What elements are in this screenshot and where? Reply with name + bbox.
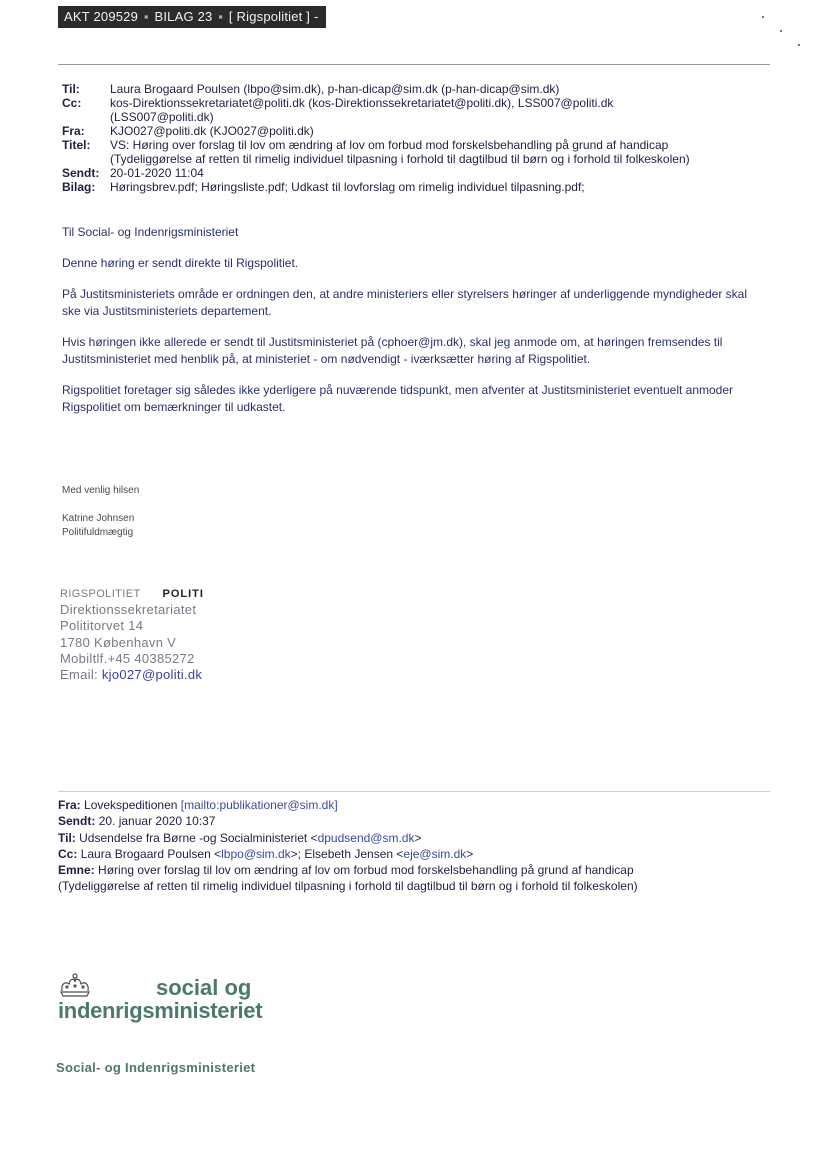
- stamp-bilag: BILAG 23: [154, 9, 213, 24]
- address-block: RIGSPOLITIET POLITI Direktionssekretariatet Polititorvet 14 1780 København V Mobiltlf.+45 40385272 Email: kjo027@politi.dk: [60, 588, 204, 683]
- header-to-value: Laura Brogaard Poulsen (lbpo@sim.dk), p-han-dicap@sim.dk (p-han-dicap@sim.dk): [110, 82, 560, 96]
- email-header: [62, 82, 782, 194]
- signature: [62, 484, 139, 540]
- header-attachments-row: Bilag: Høringsbrev.pdf; Høringsliste.pdf; Udkast til lovforslag om rimelig individuel tilpasning.pdf;: [62, 180, 782, 194]
- document-stamp: AKT 209529 ▪ BILAG 23 ▪ [ Rigspolitiet ] -: [58, 6, 326, 28]
- forward-cc-link-2[interactable]: eje@sim.dk: [403, 846, 467, 861]
- body-greeting: Til Social- og Indenrigsministeriet: [62, 225, 239, 239]
- politi-logo: POLITI: [162, 588, 204, 600]
- address-city: 1780 København V: [60, 634, 177, 650]
- forward-to-row: Til: Udsendelse fra Børne -og Socialministeriet <dpudsend@sm.dk>: [58, 830, 422, 845]
- body-paragraph-3: Hvis høringen ikke allerede er sendt til Justitsministeriet på (cphoer@jm.dk), skal jeg anmode om, at høringen fremsendes til Justitsministeriet med henblik på, at ministeriet - om nødvendigt - iværksætter høring af Rigspolitiet.: [62, 335, 723, 366]
- header-sent-value: 20-01-2020 11:04: [110, 166, 204, 180]
- forward-cc-link-1[interactable]: lbpo@sim.dk: [221, 846, 291, 861]
- header-cc-row: Cc: kos-Direktionssekretariatet@politi.dk (kos-Direktionssekretariatet@politi.dk), LSS007@politi.dk (LSS007@politi.dk): [62, 96, 782, 124]
- address-org: RIGSPOLITIET: [60, 588, 141, 600]
- header-title-row: Titel: VS: Høring over forslag til lov om ændring af lov om forbud mod forskelsbehandling på grund af handicap (Tydeliggørelse af retten til rimelig individuel tilpasning i forhold til dagtilbud til børn og i forhold til folkeskolen): [62, 138, 782, 166]
- body-paragraph-1: Denne høring er sendt direkte til Rigspolitiet.: [62, 256, 299, 270]
- stamp-akt: AKT 209529: [64, 9, 139, 24]
- header-sent-row: Sendt: 20-01-2020 11:04: [62, 166, 782, 180]
- forward-divider: [58, 791, 770, 792]
- header-from-row: Fra: KJO027@politi.dk (KJO027@politi.dk): [62, 124, 782, 138]
- address-mobile: Mobiltlf.+45 40385272: [60, 650, 195, 666]
- header-cc-value: kos-Direktionssekretariatet@politi.dk (kos-Direktionssekretariatet@politi.dk), LSS007@politi.dk (LSS007@politi.dk): [110, 96, 614, 124]
- address-email-link[interactable]: kjo027@politi.dk: [101, 667, 203, 683]
- signature-name: Katrine Johnsen: [62, 513, 135, 524]
- ministry-logo: [58, 972, 318, 1032]
- forward-sent-row: Sendt: 20. januar 2020 10:37: [58, 814, 216, 829]
- forward-subject-row: Emne: Høring over forslag til lov om ændring af lov om forbud mod forskelsbehandling på grund af handicap (Tydeliggørelse af retten til rimelig individuel tilpasning i forhold til dagtilbud til børn og i forhold til folkeskolen): [58, 863, 638, 894]
- forwarded-header: [58, 797, 778, 895]
- brand-line-1: social og: [156, 975, 252, 1000]
- address-street: Polititorvet 14: [60, 618, 144, 634]
- header-title-value: VS: Høring over forslag til lov om ændring af lov om forbud mod forskelsbehandling på grund af handicap (Tydeliggørelse af retten til rimelig individuel tilpasning i forhold til dagtilbud til børn og i forhold til folkeskolen): [110, 138, 690, 166]
- brand-line-2: indenrigsministeriet: [58, 998, 263, 1023]
- ministry-name: Social- og Indenrigsministeriet: [56, 1060, 256, 1075]
- header-attachments-value: Høringsbrev.pdf; Høringsliste.pdf; Udkast til lovforslag om rimelig individuel tilpasning.pdf;: [110, 180, 585, 194]
- email-body: [62, 224, 762, 430]
- forward-to-link[interactable]: dpudsend@sm.dk: [317, 830, 415, 845]
- address-dept: Direktionssekretariatet: [60, 602, 197, 618]
- forward-from-link[interactable]: [mailto:publikationer@sim.dk]: [180, 798, 338, 812]
- top-divider: [58, 64, 770, 65]
- body-paragraph-4: Rigspolitiet foretager sig således ikke yderligere på nuværende tidspunkt, men afventer at Justitsministeriet eventuelt anmoder Rigspolitiet om bemærkninger til udkastet.: [62, 383, 734, 414]
- crown-icon: [58, 972, 92, 998]
- header-from-value: KJO027@politi.dk (KJO027@politi.dk): [110, 124, 314, 138]
- forward-cc-row: Cc: Laura Brogaard Poulsen <lbpo@sim.dk>; Elsebeth Jensen <eje@sim.dk>: [58, 846, 474, 861]
- forward-from-row: Fra: Lovekspeditionen [mailto:publikationer@sim.dk]: [58, 798, 338, 812]
- stamp-source: [ Rigspolitiet ]: [228, 9, 311, 24]
- signature-closing: Med venlig hilsen: [62, 485, 140, 496]
- header-to-row: Til: Laura Brogaard Poulsen (lbpo@sim.dk), p-han-dicap@sim.dk (p-han-dicap@sim.dk): [62, 82, 782, 96]
- signature-role: Politifuldmægtig: [62, 527, 134, 538]
- body-paragraph-2: På Justitsministeriets område er ordningen den, at andre ministeriers eller styrelsers høringer af underliggende myndigheder skal ske via Justitsministeriets departement.: [62, 287, 747, 318]
